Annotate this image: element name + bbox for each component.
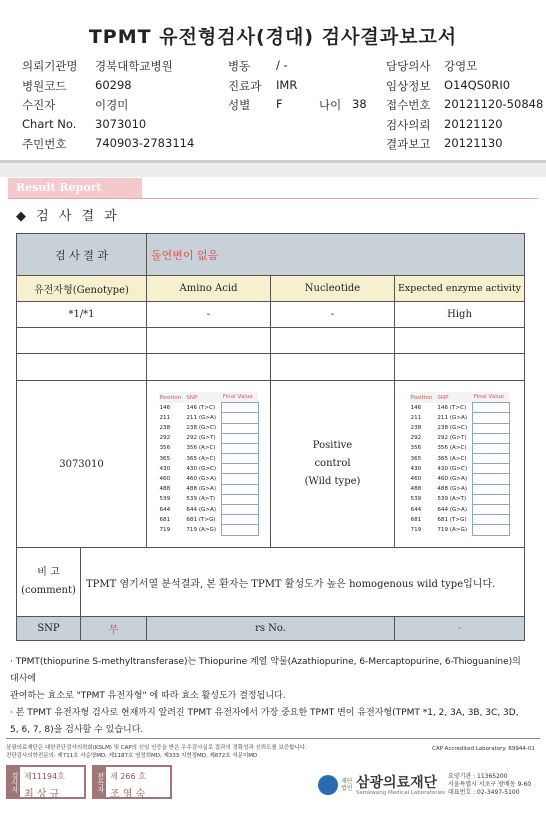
mini-row: [159, 443, 259, 453]
mini-row: [410, 474, 510, 484]
mini-cell: 292 (G>T): [437, 435, 467, 442]
mini-row: [159, 454, 259, 464]
pathologist-list: 진단검사의학전문의: 제711호 서순영MD, 제1187호 염정희MD, 제333 지현정MD, 제872호 석문미MD: [6, 753, 258, 759]
result-value: 돌연변이 없음: [147, 234, 525, 276]
divider: [8, 198, 538, 199]
mini-cell: 146 (T>C): [437, 404, 467, 411]
header-label: 나이: [319, 98, 342, 112]
header-value: 강영모: [444, 59, 478, 73]
company-logo: [318, 775, 338, 795]
final-value-box: [473, 423, 509, 433]
mini-row: [159, 494, 259, 504]
mini-row: [159, 403, 259, 413]
mini-cell: 365 (A>C): [186, 455, 216, 462]
header-value: 경북대학교병원: [95, 59, 173, 73]
mini-row: [410, 464, 510, 474]
comment-label-line: 비 고: [37, 567, 60, 578]
mini-cell: 430 (G>C): [186, 465, 217, 472]
examiner-stamp: [6, 765, 86, 799]
mini-row: [159, 515, 259, 525]
final-value-box: [473, 515, 509, 525]
rs-label: rs No.: [147, 617, 395, 641]
header-label: Chart No.: [22, 117, 77, 131]
mini-cell: 356: [410, 445, 422, 452]
mini-row: [410, 403, 510, 413]
control-label-line: (Wild type): [304, 476, 361, 487]
control-sequence-table: [395, 381, 525, 548]
mini-cell: 460 (G>A): [186, 476, 217, 483]
header-value: F: [276, 97, 283, 111]
header-value: 20121120: [444, 117, 503, 131]
mini-row: [410, 454, 510, 464]
stamp-name: 최 상 규: [24, 789, 60, 800]
contact-line: 요양기관 : 11365200: [448, 773, 508, 780]
mini-cell: 430: [410, 465, 422, 472]
header-value: / -: [276, 58, 288, 72]
note-line: · TPMT(thiopurine S-methyltransferase)는 Thiopurine 계열 약물(Azathiopurine, 6-Mercaptopurine, 6-Thioguanine)의 대사에: [10, 657, 521, 684]
mini-cell: 719: [159, 526, 171, 533]
mini-cell: 356 (A>C): [437, 445, 467, 452]
final-value-box: [473, 484, 509, 494]
company-name-en: Samkwang Medical Laboratories: [356, 790, 446, 796]
mini-cell: 644 (G>A): [186, 506, 217, 513]
genotype-value: *1/*1: [17, 302, 147, 328]
final-value-box: [222, 413, 258, 423]
mini-cell: 644 (G>A): [437, 506, 468, 513]
divider: [6, 738, 540, 739]
mini-header: SNP: [185, 392, 221, 402]
final-value-box: [222, 454, 258, 464]
final-value-box: [222, 433, 258, 443]
mini-cell: 681 (T>G): [186, 516, 216, 523]
certification-text: 삼광의료재단은 대한진단검사의학회(KSLM) 및 CAP의 신임 인증을 받은 우수검사실로 결과의 정확성과 신뢰도를 보증합니다.: [6, 745, 307, 751]
header-value: IMR: [276, 78, 298, 92]
mini-cell: 356: [159, 445, 171, 452]
mini-row: [159, 423, 259, 433]
nucleotide-value: -: [271, 302, 395, 328]
final-value-box: [473, 403, 509, 413]
final-value-box: [473, 413, 509, 423]
mini-cell: 488: [159, 486, 171, 493]
final-value-box: [222, 505, 258, 515]
col-enzyme-activity: Expected enzyme activity: [395, 276, 525, 302]
header-value: 60298: [95, 78, 132, 92]
mini-cell: 430 (G>C): [437, 465, 468, 472]
mini-row: [410, 433, 510, 443]
comment-text: TPMT 염기서열 분석결과, 본 환자는 TPMT 활성도가 높은 homogenous wild type입니다.: [81, 548, 525, 617]
mini-cell: 365 (A>C): [437, 455, 467, 462]
mini-cell: 719: [410, 526, 422, 533]
mini-row: [410, 515, 510, 525]
mini-cell: 211 (G>A): [186, 414, 217, 421]
header-label: 주민번호: [22, 137, 67, 151]
comment-label: [17, 548, 81, 617]
stamp-number: 제11194호: [24, 772, 65, 781]
final-value-box: [222, 484, 258, 494]
report-title: TPMT 유전형검사(경대) 검사결과보고서: [88, 26, 458, 48]
mini-cell: 238: [410, 425, 422, 432]
header-label: 병동: [228, 59, 251, 73]
final-value-box: [473, 454, 509, 464]
final-value-box: [222, 423, 258, 433]
final-value-box: [222, 494, 258, 504]
mini-row: [410, 443, 510, 453]
header-value: O14QS0RI0: [444, 78, 511, 92]
mini-row: [410, 413, 510, 423]
mini-cell: 211: [159, 414, 171, 421]
mini-row: [410, 494, 510, 504]
mini-cell: 430: [159, 465, 171, 472]
col-nucleotide: Nucleotide: [271, 276, 395, 302]
final-value-box: [473, 443, 509, 453]
mini-header: Position: [159, 392, 186, 402]
mini-cell: 681 (T>G): [437, 516, 467, 523]
sample-id: 3073010: [17, 381, 147, 548]
mini-row: [410, 423, 510, 433]
comment-label-line: (comment): [21, 585, 76, 596]
enzyme-activity-value: High: [395, 302, 525, 328]
mini-row: [159, 484, 259, 494]
mini-row: [159, 413, 259, 423]
amino-acid-value: -: [147, 302, 271, 328]
header-label: 임상정보: [386, 79, 431, 93]
mini-cell: 292: [410, 435, 422, 442]
header-label: 검사의뢰: [386, 118, 431, 132]
final-value-box: [473, 525, 509, 535]
mini-cell: 644: [159, 506, 171, 513]
header-label: 담당의사: [386, 59, 431, 73]
note-line: 관여하는 효소로 "TPMT 유전자형" 에 따라 효소 활성도가 결정됩니다.: [10, 691, 286, 701]
final-value-box: [222, 515, 258, 525]
final-value-box: [473, 505, 509, 515]
mini-header: Final Value: [473, 392, 509, 402]
mini-row: [159, 464, 259, 474]
mini-cell: 146: [410, 404, 422, 411]
mini-cell: 365: [159, 455, 171, 462]
header-label: 진료과: [228, 79, 262, 93]
stamp-label: 판독자: [94, 767, 106, 797]
mini-cell: 238: [159, 425, 171, 432]
stamp-name: 조 영 숙: [110, 789, 146, 800]
stamp-number: 제 266 호: [110, 772, 146, 781]
final-value-box: [473, 464, 509, 474]
mini-cell: 460: [159, 476, 171, 483]
mini-header: Final Value: [222, 392, 258, 402]
final-value-box: [222, 525, 258, 535]
mini-row: [410, 505, 510, 515]
org-prefix: 재단법인: [341, 778, 353, 792]
mini-cell: 488: [410, 486, 422, 493]
final-value-box: [473, 494, 509, 504]
mini-row: [159, 505, 259, 515]
divider-band: [0, 163, 546, 177]
final-value-box: [473, 433, 509, 443]
mini-cell: 356 (A>C): [186, 445, 216, 452]
mini-cell: 539: [410, 496, 422, 503]
note-line: 5, 6, 7, 8)을 검사할 수 있습니다.: [10, 725, 144, 735]
header-label: 접수번호: [386, 98, 431, 112]
header-value: 이경미: [95, 98, 129, 112]
notes: [10, 654, 530, 739]
mini-cell: 539 (A>T): [437, 496, 467, 503]
stamp-label: 검사자: [8, 767, 20, 797]
col-amino-acid: Amino Acid: [147, 276, 271, 302]
header-value: 20121130: [444, 136, 503, 150]
note-line: · 본 TPMT 유전자형 검사로 현재까지 알려진 TPMT 유전자에서 가장 중요한 TPMT 변이 유전자형(TPMT *1, 2, 3A, 3B, 3C, 3D,: [10, 708, 519, 718]
sample-sequence-table: [147, 381, 271, 548]
mini-cell: 488 (G>A): [186, 486, 217, 493]
final-value-box: [222, 443, 258, 453]
mini-cell: 539 (A>T): [186, 496, 216, 503]
mini-cell: 238 (G>C): [186, 425, 217, 432]
mini-cell: 719 (A>G): [437, 526, 468, 533]
mini-cell: 292 (G>T): [186, 435, 216, 442]
snp-label: SNP: [17, 617, 81, 641]
mini-cell: 488 (G>A): [437, 486, 468, 493]
mini-cell: 681: [159, 516, 171, 523]
mini-row: [410, 525, 510, 535]
header-value: 3073010: [95, 117, 147, 131]
final-value-box: [222, 474, 258, 484]
mini-cell: 460 (G>A): [437, 476, 468, 483]
mini-row: [410, 484, 510, 494]
contact-line: 대표번호 : 02-3497-5100: [448, 789, 520, 796]
snp-value: 무: [81, 617, 147, 641]
result-table: [16, 233, 525, 641]
mini-cell: 681: [410, 516, 422, 523]
mini-cell: 719 (A>G): [186, 526, 217, 533]
final-value-box: [222, 464, 258, 474]
mini-header: Position: [410, 392, 437, 402]
reader-stamp: [92, 765, 172, 799]
mini-cell: 460: [410, 476, 422, 483]
rs-value: -: [395, 617, 525, 641]
company-name: 삼광의료재단: [356, 775, 438, 791]
col-genotype: 유전자형(Genotype): [17, 276, 147, 302]
mini-row: [159, 433, 259, 443]
mini-cell: 146 (T>C): [186, 404, 216, 411]
mini-cell: 644: [410, 506, 422, 513]
mini-cell: 292: [159, 435, 171, 442]
mini-row: [159, 525, 259, 535]
result-label: 검 사 결 과: [17, 234, 147, 276]
header-label: 병원코드: [22, 79, 67, 93]
final-value-box: [473, 474, 509, 484]
header-label: 결과보고: [386, 137, 431, 151]
header-value: 38: [352, 97, 367, 111]
control-label-line: control: [314, 458, 351, 469]
final-value-box: [222, 403, 258, 413]
header-label: 수진자: [22, 98, 56, 112]
control-label: [271, 381, 395, 548]
mini-row: [159, 474, 259, 484]
cap-accreditation: CAP Accredited Laboratory. 69944-01: [432, 746, 535, 752]
control-label-line: Positive: [312, 440, 353, 451]
header-label: 성별: [228, 98, 251, 112]
mini-cell: 539: [159, 496, 171, 503]
section-title: ◆ 검 사 결 과: [16, 209, 120, 224]
mini-cell: 211 (G>A): [437, 414, 468, 421]
header-label: 의뢰기관명: [22, 59, 78, 73]
mini-cell: 238 (G>C): [437, 425, 468, 432]
mini-header: SNP: [436, 392, 472, 402]
contact-line: 서울특별시 서초구 방배동 9-60: [448, 781, 532, 788]
header-value: 20121120-50848: [444, 97, 544, 111]
mini-cell: 365: [410, 455, 422, 462]
mini-cell: 146: [159, 404, 171, 411]
result-report-label: Result Report: [8, 178, 142, 198]
contact-info: [448, 773, 531, 797]
header-value: 740903-2783114: [95, 136, 195, 150]
mini-cell: 211: [410, 414, 422, 421]
